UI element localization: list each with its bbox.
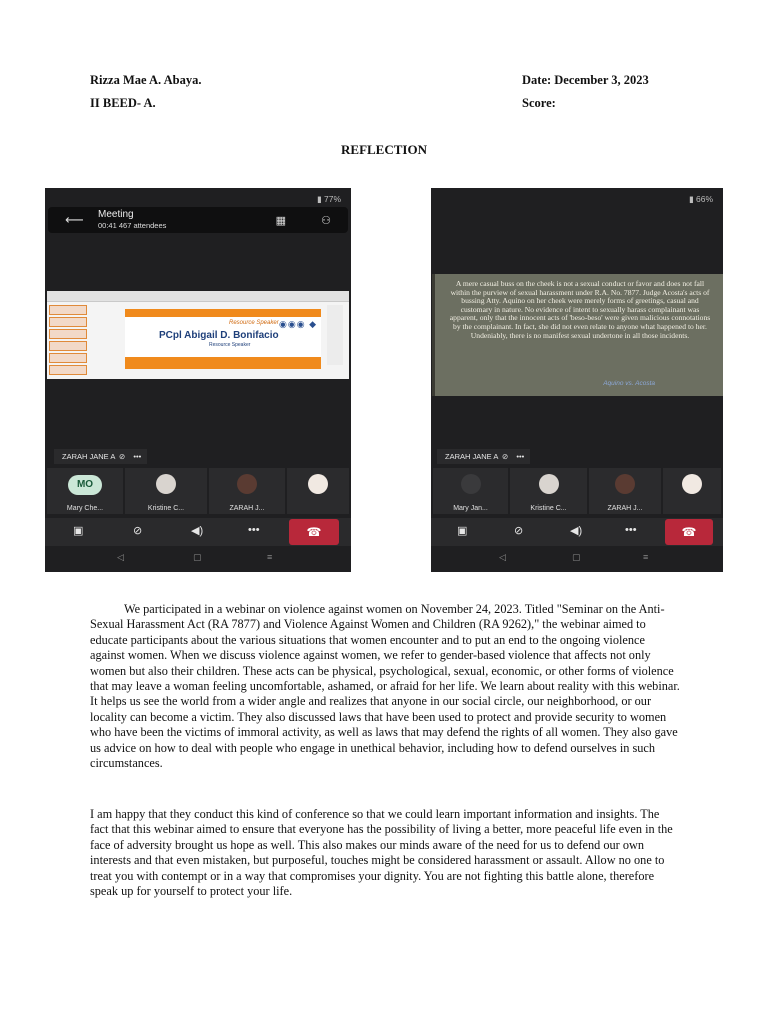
quote-attribution: Aquino vs. Acosta [603, 380, 655, 387]
mic-off-icon[interactable]: ⊘ [514, 525, 524, 537]
slide-panel [125, 309, 321, 369]
grid-icon[interactable]: ▦ [275, 215, 286, 227]
status-bar: ▮ 66% [688, 194, 713, 204]
score-label: Score: [522, 96, 556, 110]
shared-screen [47, 291, 349, 379]
participant-tile[interactable] [209, 468, 285, 514]
user-silhouette-icon [461, 474, 481, 494]
more-icon[interactable]: ••• [133, 452, 142, 461]
slide-caption: Resource Speaker [229, 320, 279, 326]
document-date: Date: December 3, 2023 [522, 73, 649, 87]
participant-tile[interactable] [47, 468, 123, 514]
camera-off-icon[interactable]: ▣ [73, 525, 84, 537]
active-speaker-label: ZARAH JANE A ⊘ ••• [54, 449, 147, 464]
hang-up-icon[interactable]: ☎ [665, 519, 713, 545]
battery-level: 77% [323, 194, 341, 204]
participant-tile[interactable] [125, 468, 207, 514]
status-bar: ▮ 77% [316, 194, 341, 204]
call-controls [45, 518, 351, 546]
seal-logos: ◉◉◉ ◆ [279, 319, 317, 329]
participant-tile[interactable] [663, 468, 721, 514]
more-icon[interactable]: ••• [625, 524, 637, 536]
reflection-paragraph-1: We participated in a webinar on violence against women on November 24, 2023. Titled "Seminar on the Anti-Sexual Harassment Act (RA 7877) and Violence Against Women and Children (RA 9262)," the webinar aimed to educate participants about the various situations that women encounter and to put an end to the ongoing violence against women. When we discuss violence against women, we refer to gender-based violence that affects not only women but also their children. These acts can be physical, psychological, sexual, economic, or other forms of violence that may leave a woman feeling uncomfortable, ashamed, or afraid for her life. We learn about reality with this webinar. It helps us see the world from a wider angle and realizes that anyone in our social circle, our neighborhood, or our locality can become a victim. They also discussed laws that have been used to protect and provide security to women who have been the victims of immoral activity, as well as laws that may defend the rights of all women. They also gave us advice on how to deal with people who engage in unethical behavior, including how to defend ourselves in such circumstances. [90, 602, 680, 771]
meeting-title: Meeting [98, 209, 134, 220]
mic-off-icon: ⊘ [502, 452, 509, 461]
participant-name: Mary Che... [66, 505, 104, 512]
participant-tiles [431, 468, 723, 516]
mic-off-icon[interactable]: ⊘ [133, 525, 143, 537]
participant-name: ZARAH J... [607, 505, 643, 512]
recents-icon[interactable]: ≡ [643, 552, 649, 562]
back-arrow-icon[interactable]: ⟵ [65, 212, 84, 227]
avatar [308, 474, 328, 494]
home-icon[interactable]: ▢ [572, 552, 581, 562]
student-section: II BEED- A. [90, 96, 156, 110]
avatar: MO [68, 475, 102, 495]
participant-tile[interactable] [433, 468, 508, 514]
slide-speaker-name: PCpl Abigail D. Bonifacio [159, 330, 279, 341]
side-panel [327, 305, 343, 365]
slide-thumbnails [49, 303, 87, 377]
speaker-icon[interactable]: ◀) [570, 525, 583, 537]
participant-name: Kristine C... [530, 505, 567, 512]
android-nav-bar [45, 550, 351, 568]
recents-icon[interactable]: ≡ [267, 552, 273, 562]
participant-name: Kristine C... [147, 505, 185, 512]
back-icon[interactable]: ◁ [117, 552, 124, 562]
home-icon[interactable]: ▢ [193, 552, 202, 562]
quote-text: A mere casual buss on the cheek is not a sexual conduct or favor and does not fall within the purview of sexual harassment under R.A. No. 7877. Judge Acosta's acts of bussing Atty. Aquino on her cheek were merely forms of greetings, casual and customary in nature. No evidence of intent to sexually harass complainant was apparent, only that the innocent acts of 'beso-beso' were given malicious connotations by the complainant. In fact, she did not even relate to anyone what happened to her. Undeniably, there is no manifest sexual undertone in all those incidents. [449, 279, 711, 340]
battery-level: 66% [695, 194, 713, 204]
more-icon[interactable]: ••• [516, 452, 525, 461]
avatar [237, 474, 257, 494]
active-speaker-label: ZARAH JANE A ⊘ ••• [437, 449, 530, 464]
student-name: Rizza Mae A. Abaya. [90, 73, 202, 87]
participant-tile[interactable] [510, 468, 587, 514]
page-title: REFLECTION [341, 142, 427, 157]
meeting-screenshot-2 [431, 188, 723, 572]
avatar [539, 474, 559, 494]
presentation-ribbon [47, 291, 349, 302]
meeting-status: 00:41 467 attendees [98, 221, 167, 230]
avatar [156, 474, 176, 494]
shared-quote-slide [432, 274, 723, 396]
call-controls [431, 518, 723, 546]
participant-tile[interactable] [287, 468, 349, 514]
avatar [615, 474, 635, 494]
speaker-icon[interactable]: ◀) [191, 525, 204, 537]
more-icon[interactable]: ••• [248, 524, 260, 536]
camera-off-icon[interactable]: ▣ [457, 525, 468, 537]
hang-up-icon[interactable]: ☎ [289, 519, 339, 545]
participant-tile[interactable] [589, 468, 661, 514]
people-icon[interactable]: ⚇ [321, 215, 331, 227]
mic-off-icon: ⊘ [119, 452, 126, 461]
meeting-screenshot-1 [45, 188, 351, 572]
reflection-paragraph-2: I am happy that they conduct this kind of conference so that we could learn important information and insights. The fact that this webinar aimed to ensure that everyone has the possibility of living a better, more peaceful life even in the face of adversity brought us hope as well. This also makes our minds aware of the need for us to defend our own interests and that even mistaken, but purposeful, touches might be considered harassment or assault. Allow no one to treat you with contempt or in a way that compromises your dignity. You are not fighting this battle alone, therefore speak up for yourself to protect your life. [90, 807, 673, 899]
slide-speaker-role: Resource Speaker [209, 342, 251, 348]
back-icon[interactable]: ◁ [499, 552, 506, 562]
participant-name: ZARAH J... [229, 505, 265, 512]
participant-tiles [45, 468, 351, 516]
meeting-header [48, 207, 348, 233]
android-nav-bar [431, 550, 723, 568]
participant-name: Mary Jan... [453, 505, 488, 512]
avatar [682, 474, 702, 494]
